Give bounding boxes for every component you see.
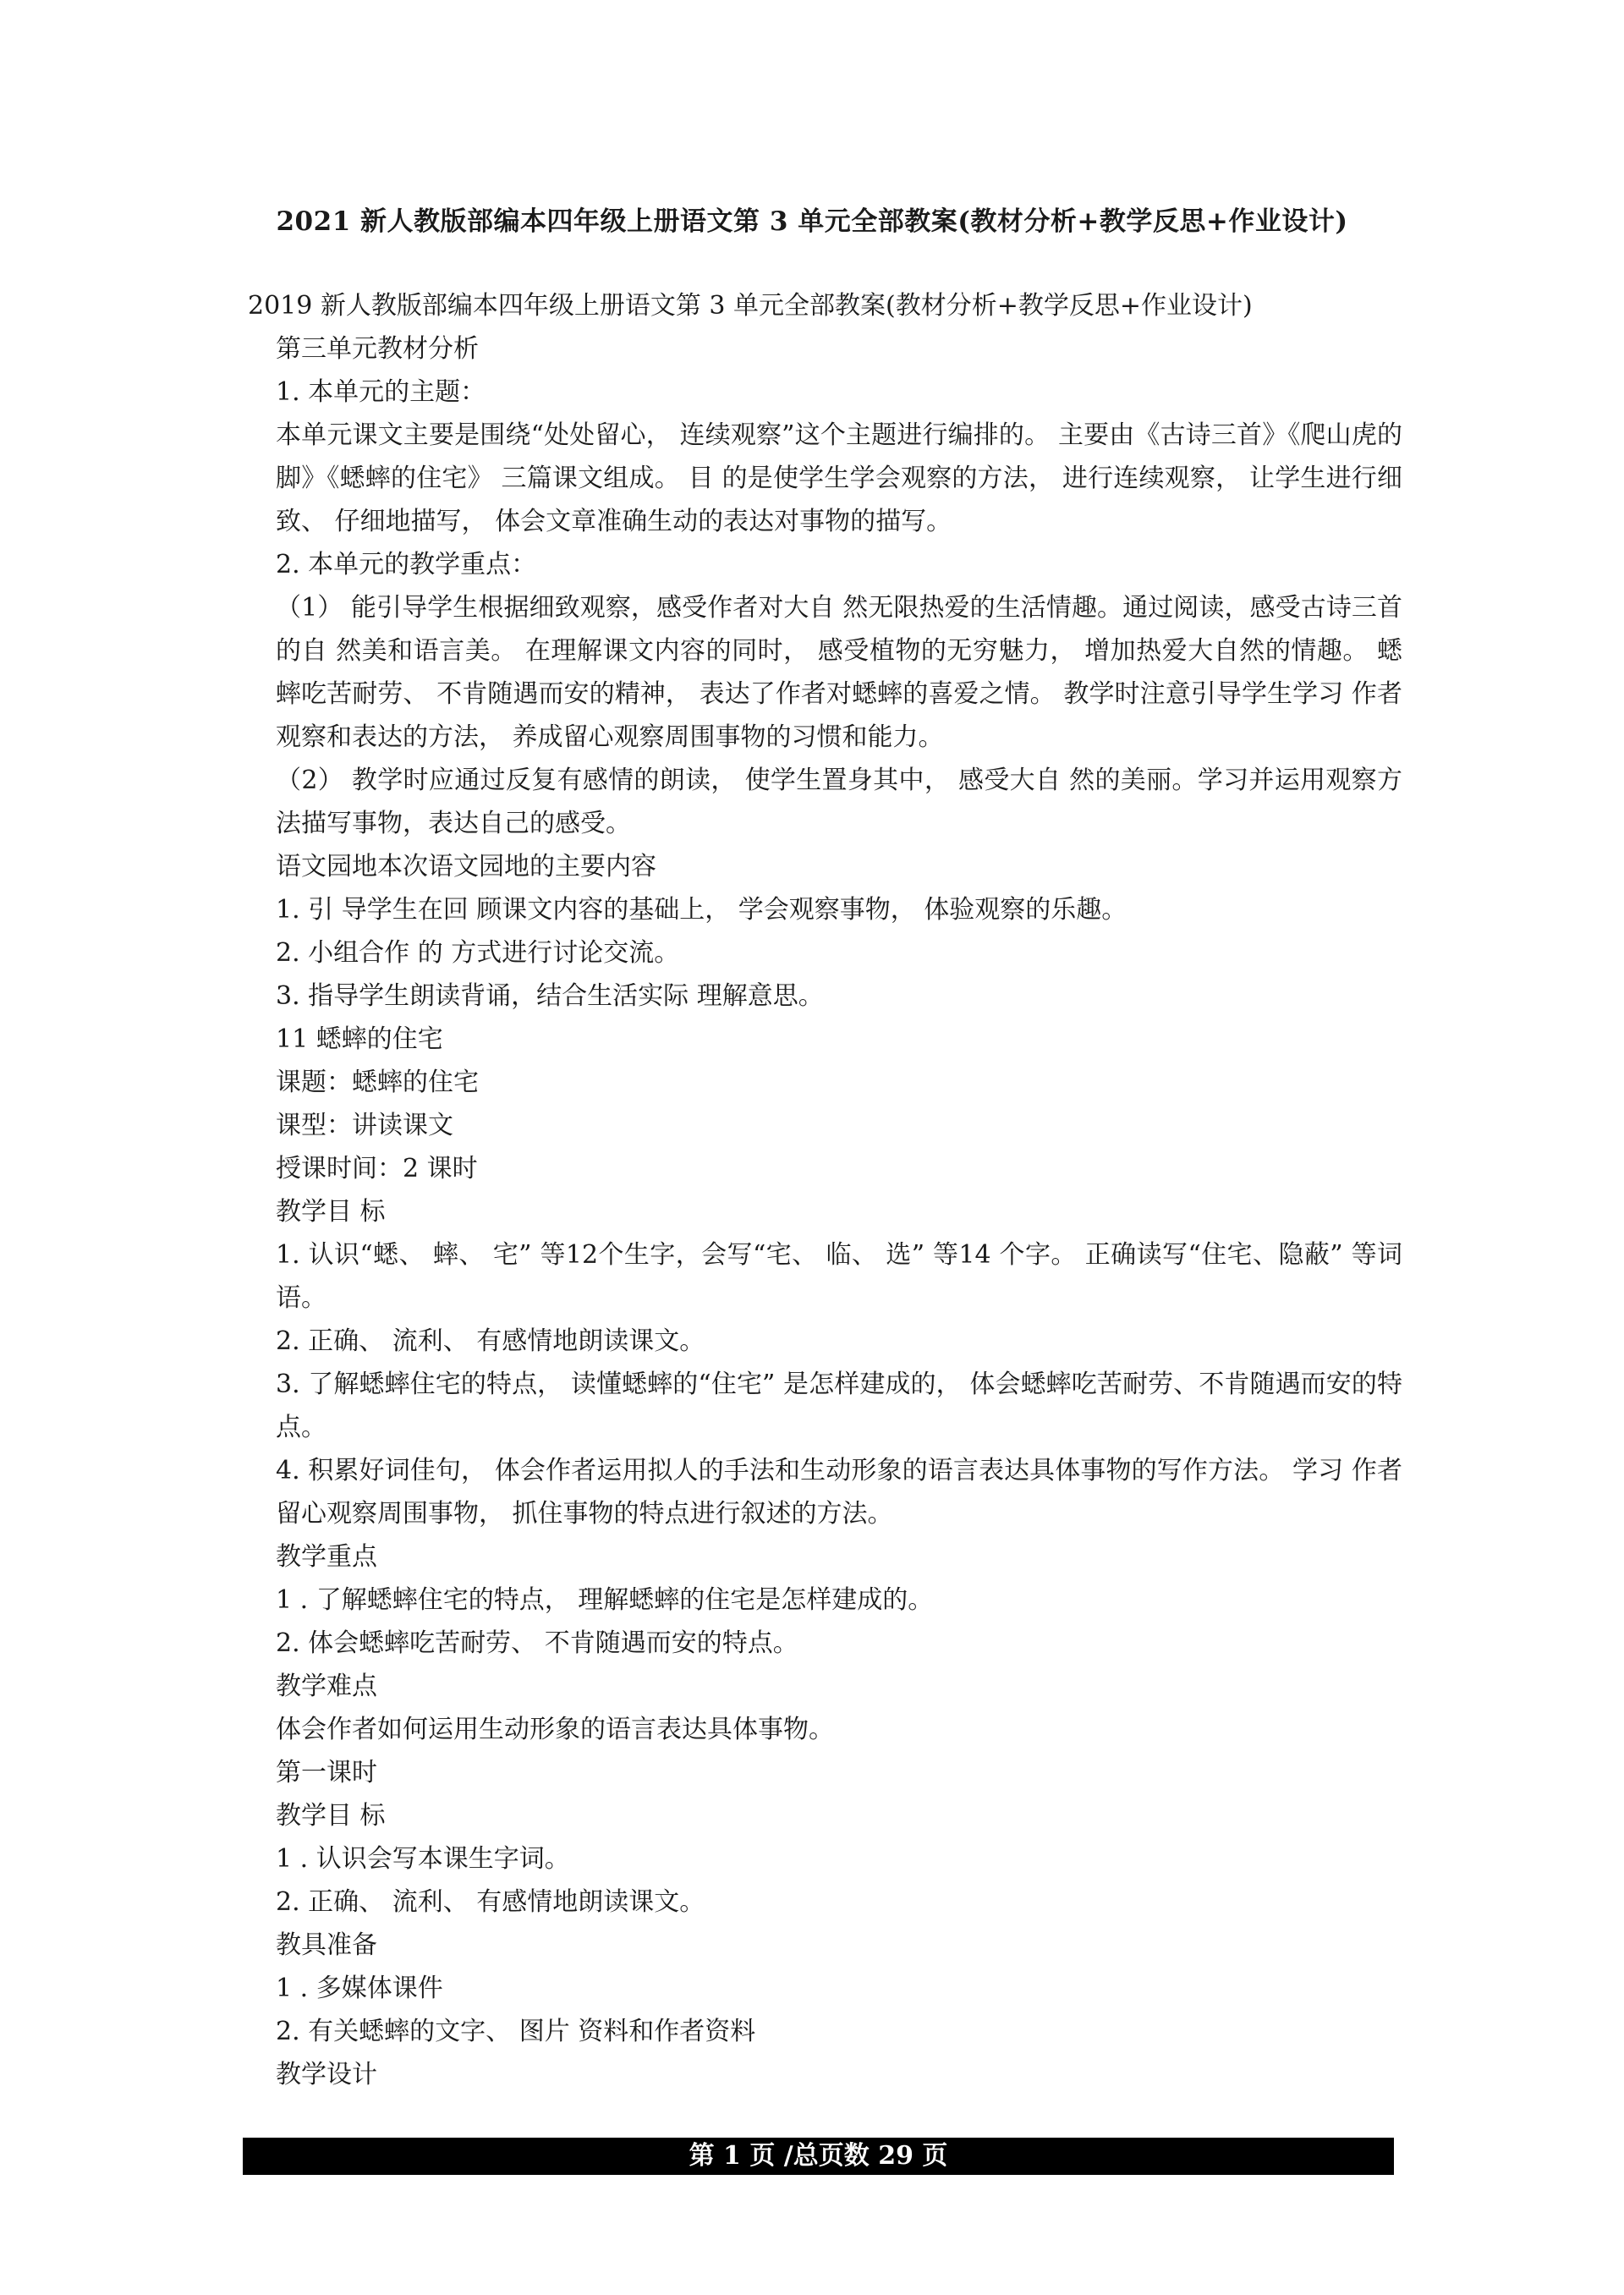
paragraph-line: 1. 引 导学生在回 顾课文内容的基础上， 学会观察事物， 体验观察的乐趣。 — [276, 895, 1127, 925]
paragraph-line: 1 . 了解蟋蟀住宅的特点， 理解蟋蟀的住宅是怎样建成的。 — [276, 1585, 934, 1615]
paragraph-line: 3. 了解蟋蟀住宅的特点， 读懂蟋蟀的“住宅” 是怎样建成的， 体会蟋蟀吃苦耐劳、不肯随遇而安的特点。 — [276, 1370, 1402, 1442]
paragraph-line: 授课时间：2 课时 — [276, 1154, 478, 1183]
paragraph-line: 1. 本单元的主题： — [276, 377, 486, 407]
paragraph-line: 体会作者如何运用生动形象的语言表达具体事物。 — [276, 1715, 834, 1744]
document-body — [248, 284, 1402, 2096]
paragraph-line: 2. 正确、 流利、 有感情地朗读课文。 — [276, 1326, 705, 1356]
paragraph-line: 教学重点 — [276, 1542, 377, 1572]
paragraph-line: 教学目 标 — [276, 1801, 386, 1831]
paragraph-line: 2. 本单元的教学重点： — [276, 550, 537, 579]
paragraph-line: 2019 新人教版部编本四年级上册语文第 3 单元全部教案(教材分析+教学反思+作业设计) — [248, 291, 1253, 321]
paragraph-line: 2. 正确、 流利、 有感情地朗读课文。 — [276, 1887, 705, 1917]
paragraph-line: 1. 认识“蟋、 蟀、 宅” 等12个生字，会写“宅、 临、 选” 等14 个字。 正确读写“住宅、隐蔽” 等词语。 — [276, 1240, 1402, 1313]
paragraph-line: 1 . 认识会写本课生字词。 — [276, 1844, 570, 1874]
paragraph-line: 2. 小组合作 的 方式进行讨论交流。 — [276, 938, 680, 968]
paragraph-line: 3. 指导学生朗读背诵，结合生活实际 理解意思。 — [276, 981, 824, 1011]
document-title: 2021 新人教版部编本四年级上册语文第 3 单元全部教案(教材分析+教学反思+作业设计) — [276, 206, 1348, 237]
page-number-label: 第 1 页 /总页数 29 页 — [689, 2141, 948, 2171]
paragraph-line: 2. 有关蟋蟀的文字、 图片 资料和作者资料 — [276, 2017, 756, 2046]
paragraph-line: 教具准备 — [276, 1930, 377, 1960]
paragraph-line: 1 . 多媒体课件 — [276, 1974, 443, 2003]
paragraph-line: （1） 能引导学生根据细致观察，感受作者对大自 然无限热爱的生活情趣。通过阅读，感受古诗三首的自 然美和语言美。 在理解课文内容的同时， 感受植物的无穷魅力， 增加热爱大自然的情趣。 蟋蟀吃苦耐劳、 不肯随遇而安的精神， 表达了作者对蟋蟀的喜爱之情。 教学时注意引导学生学习 作者观察和表达的方法， 养成留心观察周围事物的习惯和能力。 — [276, 593, 1402, 752]
paragraph-line: 教学设计 — [276, 2060, 377, 2089]
paragraph-line: （2） 教学时应通过反复有感情的朗读， 使学生置身其中， 感受大自 然的美丽。学习并运用观察方法描写事物，表达自己的感受。 — [276, 766, 1402, 838]
paragraph-line: 本单元课文主要是围绕“处处留心， 连续观察”这个主题进行编排的。 主要由《古诗三首》《爬山虎的脚》《蟋蟀的住宅》 三篇课文组成。 目 的是使学生学会观察的方法， 进行连续观察， 让学生进行细致、 仔细地描写， 体会文章准确生动的表达对事物的描写。 — [276, 420, 1402, 536]
paragraph-line: 课型：讲读课文 — [276, 1111, 453, 1140]
paragraph-line: 语文园地本次语文园地的主要内容 — [276, 852, 656, 881]
page-footer — [243, 2138, 1394, 2175]
paragraph-line: 教学目 标 — [276, 1197, 386, 1227]
paragraph-line: 第三单元教材分析 — [276, 334, 479, 364]
paragraph-line: 2. 体会蟋蟀吃苦耐劳、 不肯随遇而安的特点。 — [276, 1628, 798, 1658]
paragraph-line: 4. 积累好词佳句， 体会作者运用拟人的手法和生动形象的语言表达具体事物的写作方法。 学习 作者留心观察周围事物， 抓住事物的特点进行叙述的方法。 — [276, 1456, 1402, 1529]
paragraph-line: 课题：蟋蟀的住宅 — [276, 1068, 479, 1097]
paragraph-line: 第一课时 — [276, 1758, 377, 1787]
paragraph-line: 教学难点 — [276, 1672, 377, 1701]
paragraph-line: 11 蟋蟀的住宅 — [276, 1024, 443, 1054]
